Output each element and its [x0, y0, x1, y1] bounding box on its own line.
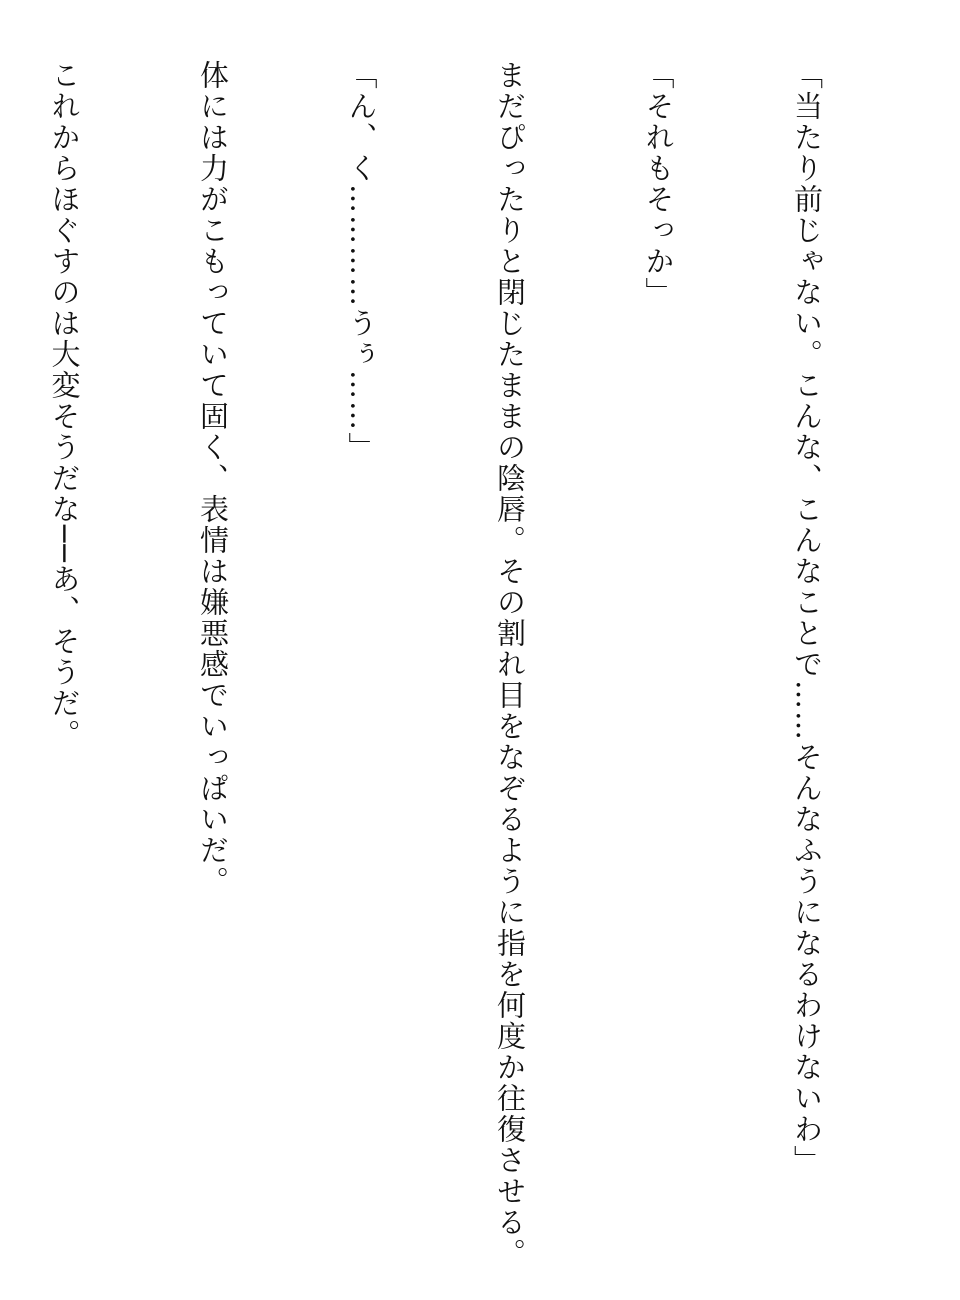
text-line: これからほぐすのは大変そうだな──あ、そうだ。 — [47, 60, 82, 750]
text-line: 「当たり前じゃない。こんな、こんなことで……そんなふうになるわけないわ」 — [790, 60, 824, 1176]
text-line: 「ん、く…………うぅ……」 — [344, 60, 379, 463]
text-line: まだぴったりと閉じたままの陰唇。その割れ目をなぞるように指を何度か往復させる。 — [493, 60, 527, 1269]
vertical-text-body — [0, 60, 930, 1269]
text-line: 「それもそっか」 — [641, 60, 676, 308]
text-line: 体には力がこもっていて固く、表情は嫌悪感でいっぱいだ。 — [196, 60, 230, 897]
